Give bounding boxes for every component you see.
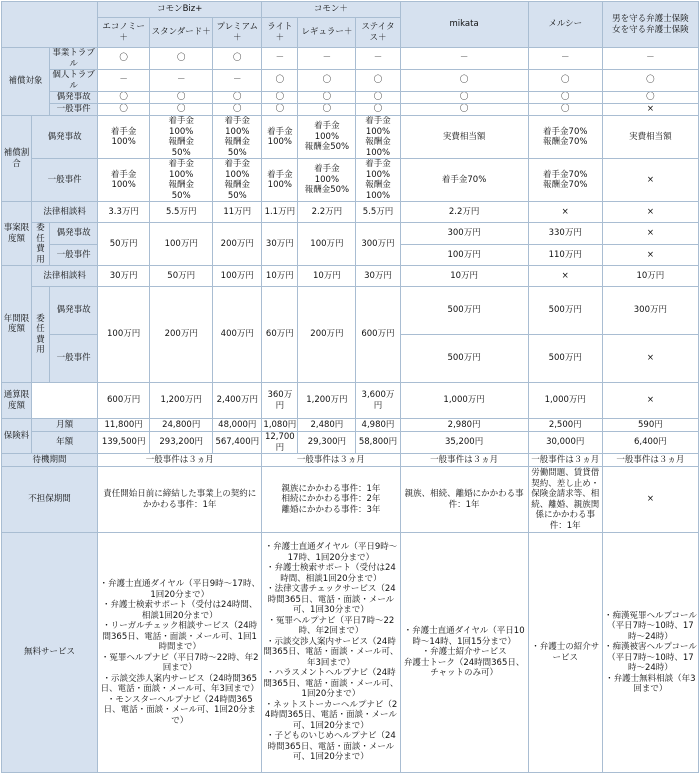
- table-cell: 一般事件は３ヵ月: [400, 454, 528, 467]
- case-limit-accident-label: 偶発事故: [50, 223, 98, 245]
- table-cell: 〇: [213, 48, 262, 70]
- table-cell: 着手金70% 報酬金70%: [528, 116, 602, 159]
- table-cell: 〇: [262, 104, 298, 116]
- table-cell: 330万円: [528, 223, 602, 245]
- table-cell: 〇: [298, 92, 356, 104]
- table-cell: 一般事件は３ヵ月: [98, 454, 262, 467]
- table-cell: 着手金70% 報酬金70%: [528, 159, 602, 202]
- table-cell: 〇: [400, 70, 528, 92]
- table-cell: －: [356, 48, 400, 70]
- table-cell: 11万円: [213, 202, 262, 223]
- table-cell: －: [298, 48, 356, 70]
- table-cell: 〇: [150, 48, 213, 70]
- table-cell: 50万円: [98, 223, 150, 266]
- case-limit-general-label: 一般事件: [50, 244, 98, 266]
- table-cell: －: [150, 70, 213, 92]
- table-cell: 着手金 100% 報酬金50%: [298, 159, 356, 202]
- table-cell: 1,080円: [263, 419, 297, 430]
- case-limit-label: 事案限度額: [2, 202, 32, 266]
- table-cell: 200万円: [213, 223, 262, 266]
- table-cell: 10万円: [602, 266, 698, 287]
- header-group-commonbiz: コモンBiz+: [98, 2, 262, 18]
- table-cell: 〇: [298, 104, 356, 116]
- table-cell: 110万円: [528, 244, 602, 266]
- table-cell: 600万円: [98, 383, 150, 419]
- header-men-women: 男を守る弁護士保険 女を守る弁護士保険: [602, 2, 698, 48]
- table-cell: 〇: [98, 104, 150, 116]
- table-cell: ×: [602, 383, 698, 419]
- table-cell: ×: [602, 467, 698, 533]
- table-cell: 〇: [150, 92, 213, 104]
- table-cell: 30万円: [356, 266, 400, 287]
- table-cell: 実費相当額: [602, 116, 698, 159]
- table-cell: 一般事件は３ヵ月: [528, 454, 602, 467]
- table-cell: 1.1万円: [262, 202, 298, 223]
- table-cell: 4,980円: [356, 419, 400, 432]
- header-plan: ステイタス＋: [356, 18, 400, 48]
- table-cell: 100万円: [400, 244, 528, 266]
- table-cell: 〇: [356, 92, 400, 104]
- table-cell: 2,980円: [400, 419, 528, 432]
- case-limit-delegate-label: 委任費用: [32, 223, 50, 266]
- table-cell: 100万円: [213, 266, 262, 287]
- table-cell: 労働問題、賃貸借契約、差し止め・保険金請求等、相続、離婚、親族関係にかかわる事件：1年: [528, 467, 602, 533]
- table-cell: －: [262, 48, 298, 70]
- table-cell: 1,000万円: [528, 383, 602, 419]
- table-cell: ×: [528, 266, 602, 287]
- table-cell: ×: [602, 335, 698, 383]
- table-cell: 590円: [602, 419, 698, 432]
- table-cell: 着手金 100% 報酬金 100%: [356, 159, 400, 202]
- table-cell: 着手金 100% 報酬金 50%: [150, 159, 213, 202]
- table-cell: 〇: [400, 92, 528, 104]
- table-cell: 〇: [356, 70, 400, 92]
- table-cell: 〇: [298, 70, 356, 92]
- table-cell: 〇: [356, 104, 400, 116]
- table-cell: 30,000円: [528, 432, 602, 454]
- table-cell: 〇: [602, 92, 698, 104]
- table-cell: 5.5万円: [150, 202, 213, 223]
- table-cell: 35,200円: [400, 432, 528, 454]
- table-cell: 500万円: [528, 335, 602, 383]
- header-plan: エコノミー＋: [98, 18, 150, 48]
- table-cell: 一般事件は３ヵ月: [602, 454, 698, 467]
- annual-limit-delegate-label: 委任費用: [32, 287, 50, 383]
- ratio-accident-label: 偶発事故: [32, 116, 98, 159]
- table-cell: 着手金 100% 報酬金50%: [298, 116, 356, 159]
- table-cell: 着手金70%: [400, 159, 528, 202]
- table-cell: ×: [602, 159, 698, 202]
- table-cell: 58,800円: [356, 432, 400, 454]
- annual-limit-accident-label: 偶発事故: [50, 287, 98, 335]
- table-cell: 48,000円: [213, 419, 262, 432]
- table-cell: ・弁護士直通ダイヤル（平日9時〜17時、1回20分まで） ・弁護士検索サポート（受付は24時間、相談1回20分まで） ・法律文書チェックサービス（24時間365日、電話・面談・メール可、1回30分まで） ・冤罪ヘルプナビ（平日7時〜22時、年2回まで） ・示談交渉人案内サービス（24時間365日、電話・面談・メール可、年3回まで） ・ハラスメントヘルプナビ（24時間365日、電話・面談・メール可、1回20分まで） ・ネットストーカーヘルプナビ（24時間365日、電話・面談・メール可、1回20分まで） ・子どものいじめヘルプナビ（24時間365日、電話・面談・メール可、1回20分まで）: [262, 533, 400, 773]
- table-cell: ×: [602, 202, 698, 223]
- table-cell: 300万円: [356, 223, 400, 266]
- table-cell: －: [602, 48, 698, 70]
- table-cell: 着手金 100%: [262, 159, 298, 202]
- header-plan: ライト＋: [262, 18, 298, 48]
- table-cell: 2,500円: [528, 419, 602, 432]
- table-cell: 10万円: [400, 266, 528, 287]
- table-cell: 500万円: [400, 335, 528, 383]
- coverage-row-label: 一般事件: [50, 104, 98, 116]
- table-cell: 〇: [602, 70, 698, 92]
- header-group-common: コモン＋: [262, 2, 400, 18]
- header-plan: スタンダード＋: [150, 18, 213, 48]
- table-cell: 着手金 100% 報酬金 100%: [356, 116, 400, 159]
- header-mikata: mikata: [400, 2, 528, 48]
- table-cell: 300万円: [400, 223, 528, 245]
- table-cell: 11,800円: [98, 419, 150, 432]
- table-cell: 100万円: [150, 223, 213, 266]
- annual-limit-label: 年間限度額: [2, 266, 32, 383]
- premium-monthly-label: 月額: [32, 419, 98, 432]
- table-cell: －: [213, 70, 262, 92]
- table-cell: －: [98, 70, 150, 92]
- table-cell: 着手金 100%: [98, 116, 150, 159]
- waiting-label: 待機期間: [2, 454, 98, 467]
- table-cell: 着手金 100% 報酬金 50%: [213, 159, 262, 202]
- table-cell: 〇: [150, 104, 213, 116]
- table-cell: 600万円: [356, 287, 400, 383]
- table-cell: 2,480円: [298, 419, 356, 432]
- total-limit-spacer: [32, 383, 98, 419]
- table-cell: 30万円: [98, 266, 150, 287]
- table-cell: ・弁護士の紹介サービス: [528, 533, 602, 773]
- coverage-row-label: 偶発事故: [50, 92, 98, 104]
- ratio-general-label: 一般事件: [32, 159, 98, 202]
- table-cell: －: [528, 48, 602, 70]
- table-cell: 200万円: [298, 287, 356, 383]
- coverage-row-label: 事業トラブル: [50, 48, 98, 70]
- annual-limit-general-label: 一般事件: [50, 335, 98, 383]
- table-cell: ・痴漢冤罪ヘルプコール（平日7時〜10時、17時〜24時） ・痴漢被害ヘルプコール（平日7時〜10時、17時〜24時） ・弁護士無料相談（年3回まで）: [602, 533, 698, 773]
- table-cell: 1,200万円: [298, 383, 356, 419]
- table-cell: 400万円: [213, 287, 262, 383]
- table-cell: 24,800円: [150, 419, 213, 432]
- table-cell: 親族にかかわる事件：1年 相続にかかわる事件：2年 離婚にかかわる事件：3年: [262, 467, 400, 533]
- table-cell: ×: [528, 202, 602, 223]
- exclusion-label: 不担保期間: [2, 467, 98, 533]
- table-cell: 30万円: [262, 223, 298, 266]
- header-plan: プレミアム＋: [213, 18, 262, 48]
- table-cell: 責任開始日前に締結した事業上の契約にかかわる事件：1年: [98, 467, 262, 533]
- table-cell: 2.2万円: [298, 202, 356, 223]
- table-cell: 〇: [262, 92, 298, 104]
- premium-annual-label: 年額: [32, 432, 98, 454]
- table-cell: 着手金 100%: [262, 116, 298, 159]
- ratio-label: 補償割合: [2, 116, 32, 202]
- table-cell: 〇: [213, 92, 262, 104]
- coverage-label: 補償対象: [2, 48, 50, 116]
- header-mercy: メルシー: [528, 2, 602, 48]
- table-cell: 実費相当額: [400, 116, 528, 159]
- table-cell: 着手金 100% 報酬金 50%: [150, 116, 213, 159]
- table-cell: 293,200円: [150, 432, 213, 454]
- table-cell: 1,000万円: [400, 383, 528, 419]
- services-label: 無料サービス: [2, 533, 98, 773]
- table-cell: 5.5万円: [356, 202, 400, 223]
- coverage-row-label: 個人トラブル: [50, 70, 98, 92]
- case-limit-legal-label: 法律相談料: [32, 202, 98, 223]
- table-cell: 親族、相続、離婚にかかわる事件：1年: [400, 467, 528, 533]
- table-cell: 500万円: [528, 287, 602, 335]
- table-cell: 12,700 円: [262, 432, 298, 454]
- table-cell: 500万円: [400, 287, 528, 335]
- table-cell: 139,500円: [98, 432, 150, 454]
- table-cell: 300万円: [602, 287, 698, 335]
- table-cell: 〇: [400, 104, 528, 116]
- table-cell: 360万円: [262, 383, 298, 419]
- table-cell: ・弁護士直通ダイヤル（平日9時〜17時、1回20分まで） ・弁護士検索サポート（受付は24時間、相談1回20分まで） ・リーガルチェック相談サービス（24時間365日、電話・面談・メール可、1回1時間まで） ・冤罪ヘルプナビ（平日7時〜22時、年2回まで） ・示談交渉人案内サービス（24時間365日、電話・面談・メール可、年3回まで） ・モンスターヘルプナビ（24時間365日、電話・面談・メール可、1回20分まで）: [98, 533, 262, 773]
- table-cell: ・弁護士直通ダイヤル（平日10時〜14時、1回15分まで） ・弁護士紹介サービス 弁護士トーク（24時間365日、チャットのみ可）: [400, 533, 528, 773]
- table-cell: 567,400円: [213, 432, 262, 454]
- table-cell: 〇: [213, 104, 262, 116]
- premium-label: 保険料: [2, 419, 32, 454]
- table-cell: 10万円: [298, 266, 356, 287]
- table-cell: 〇: [528, 104, 602, 116]
- table-cell: ×: [602, 104, 698, 116]
- table-cell: 2,400万円: [213, 383, 262, 419]
- table-cell: 着手金 100%: [98, 159, 150, 202]
- table-cell: ×: [602, 223, 698, 245]
- table-cell: －: [400, 48, 528, 70]
- table-cell: 一般事件は３ヵ月: [262, 454, 400, 467]
- table-cell: 10万円: [262, 266, 298, 287]
- header-corner: [2, 2, 98, 48]
- total-limit-label: 通算限度額: [2, 383, 32, 419]
- header-plan: レギュラー＋: [298, 18, 356, 48]
- comparison-table: [1, 1, 699, 773]
- table-cell: 1,200万円: [150, 383, 213, 419]
- table-cell: 60万円: [262, 287, 298, 383]
- table-cell: 〇: [98, 48, 150, 70]
- table-cell: 〇: [262, 70, 298, 92]
- table-cell: 2.2万円: [400, 202, 528, 223]
- annual-limit-legal-label: 法律相談料: [32, 266, 98, 287]
- table-cell: 〇: [98, 92, 150, 104]
- table-cell: 3.3万円: [98, 202, 150, 223]
- table-cell: 〇: [528, 92, 602, 104]
- table-cell: 100万円: [98, 287, 150, 383]
- table-cell: ×: [602, 244, 698, 266]
- table-cell: 〇: [528, 70, 602, 92]
- table-cell: 6,400円: [602, 432, 698, 454]
- table-cell: 50万円: [150, 266, 213, 287]
- table-cell: 29,300円: [298, 432, 356, 454]
- table-cell: 200万円: [150, 287, 213, 383]
- table-cell: 100万円: [298, 223, 356, 266]
- table-cell: 着手金 100% 報酬金 50%: [213, 116, 262, 159]
- table-cell: 3,600万円: [356, 383, 400, 419]
